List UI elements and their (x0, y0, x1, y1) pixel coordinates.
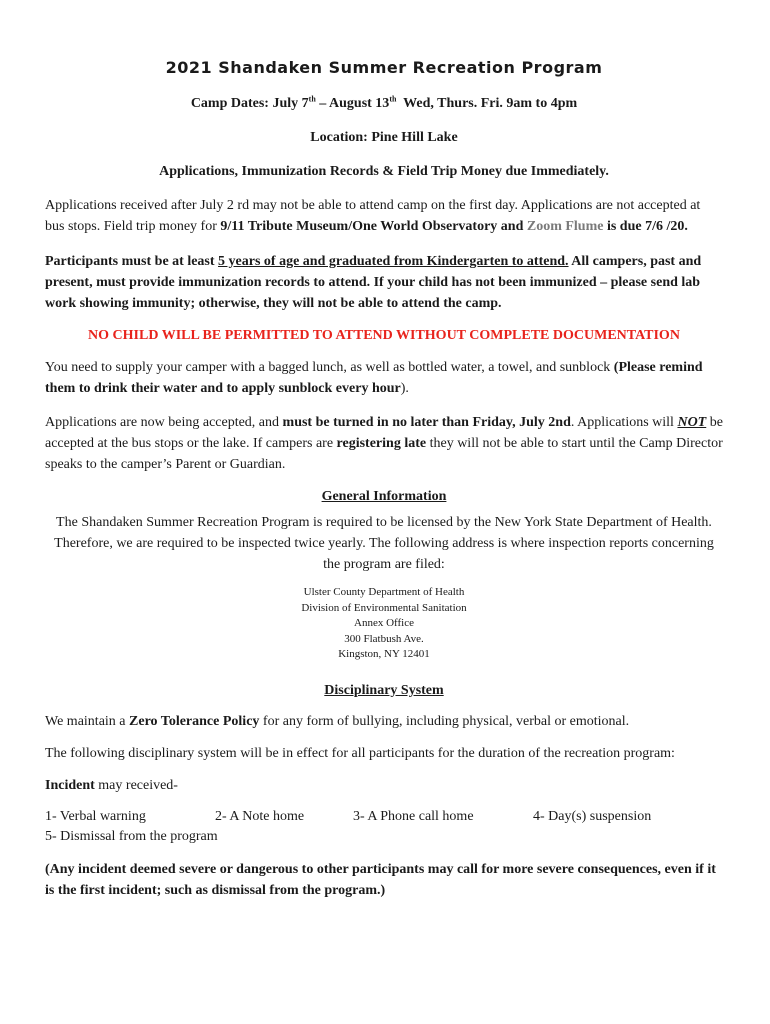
disciplinary-steps (45, 807, 723, 827)
incident-line (45, 775, 723, 796)
camp-dates-mid: – August 13 (315, 96, 390, 111)
camp-dates-rest: Wed, Thurs. Fri. 9am to 4pm (396, 96, 578, 111)
address-line: Annex Office (354, 617, 414, 629)
documentation-warning: NO CHILD WILL BE PERMITTED TO ATTEND WITHOUT COMPLETE DOCUMENTATION (88, 328, 680, 343)
disciplinary-system-heading: Disciplinary System (324, 682, 444, 698)
document-page (45, 58, 723, 901)
incident-text: may received- (94, 777, 178, 793)
para2-underlined: 5 years of age and graduated from Kindergarten to attend. (218, 254, 569, 269)
para4-t4: they will not be able to start until the Camp Director speaks to the camper’s Parent or Guardian. (45, 436, 723, 472)
step-item: 3- A Phone call home (353, 808, 474, 824)
paragraph-participants (45, 251, 723, 314)
para3-bold: (Please remind them to drink their water and to apply sunblock every hour (45, 360, 703, 396)
disciplinary-step-5 (45, 827, 723, 847)
step-item: 2- A Note home (215, 808, 305, 824)
zero-t1: We maintain a (45, 713, 130, 729)
para3-end: ). (400, 381, 409, 396)
para1-bold2: is due 7/6 /20. (603, 219, 688, 234)
general-information-text: The Shandaken Summer Recreation Program is required to be licensed by the New York State Department of Health. Therefore, we are required to be inspected twice yearly. The following address is where inspection reports concerning the program are filed: (54, 515, 714, 572)
para3-text: You need to supply your camper with a bagged lunch, as well as bottled water, a towel, and sunblock (45, 360, 614, 375)
address-line: Kingston, NY 12401 (338, 648, 430, 660)
health-department-address (45, 585, 723, 663)
para4-b2: registering late (336, 436, 427, 451)
zero-t2: for any form of bullying, including physical, verbal or emotional. (259, 713, 630, 729)
disciplinary-intro: The following disciplinary system will be in effect for all participants for the duration of the recreation program: (45, 745, 675, 761)
camp-dates-label: Camp Dates: July 7 (190, 96, 309, 111)
camp-dates (45, 93, 723, 114)
address-line: Division of Environmental Sanitation (301, 601, 467, 614)
paragraph-accepting (45, 412, 723, 475)
camp-dates-sup2: th (389, 94, 397, 104)
zoom-flume-text: Zoom Flume (526, 219, 604, 234)
paragraph-applications (45, 195, 723, 237)
para1-bold1: 9/11 Tribute Museum/One World Observatory and (220, 219, 527, 234)
para2-start: Participants must be at least (45, 254, 219, 269)
severe-incident-note: (Any incident deemed severe or dangerous to other participants may call for more severe consequences, even if it is the first incident; such as dismissal from the program.) (45, 861, 716, 898)
para4-t1: Applications are now being accepted, and (45, 415, 283, 430)
location: Location: Pine Hill Lake (310, 130, 458, 145)
para4-t3: be accepted at the bus stops or the lake. If campers are (45, 415, 723, 451)
general-information-heading: General Information (321, 489, 447, 504)
para4-b1: must be turned in no later than Friday, July 2nd (282, 415, 571, 430)
incident-bold: Incident (45, 777, 95, 793)
para4-t2: . Applications will (570, 415, 678, 430)
document-title: 2021 Shandaken Summer Recreation Program (165, 58, 603, 77)
camp-dates-sup1: th (308, 94, 316, 104)
zero-policy-bold: Zero Tolerance Policy (129, 713, 260, 729)
step-item: 4- Day(s) suspension (533, 808, 652, 824)
step-item: 1- Verbal warning (45, 808, 146, 824)
step-item: 5- Dismissal from the program (45, 828, 218, 844)
address-line: 300 Flatbush Ave. (344, 632, 424, 645)
para1-text: Applications received after July 2 rd may not be able to attend camp on the first day. Applications are not accepted at bus stops. Field trip money for (45, 198, 701, 234)
address-line: Ulster County Department of Health (303, 586, 465, 598)
para4-not: NOT (677, 415, 707, 430)
paragraph-supplies (45, 357, 723, 399)
para2-rest: All campers, past and present, must provide immunization records to attend. If your child has not been immunized – please send lab work showing immunity; otherwise, they will not be able to attend the camp. (45, 254, 702, 311)
zero-tolerance-text (45, 711, 723, 732)
due-notice: Applications, Immunization Records & Field Trip Money due Immediately. (159, 164, 609, 179)
